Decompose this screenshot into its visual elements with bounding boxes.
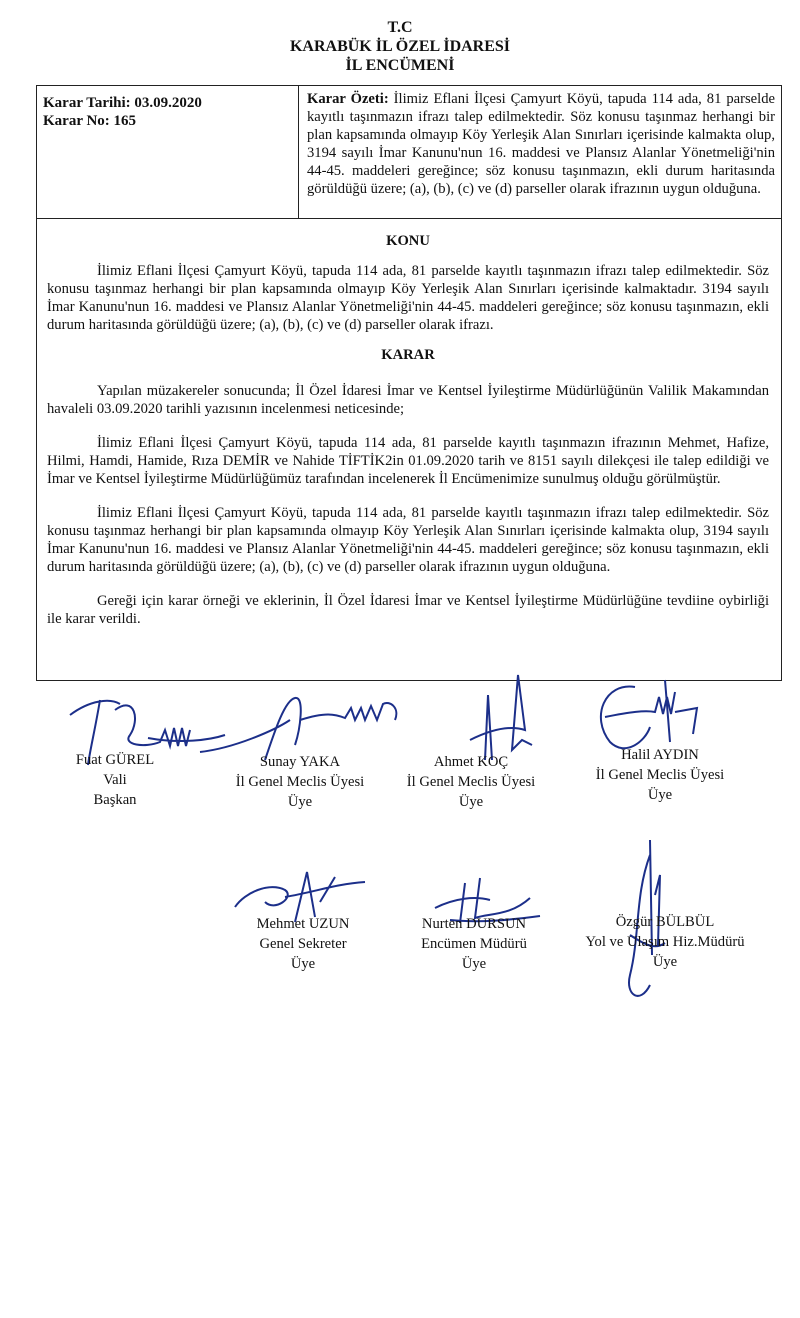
signatory-4 [570, 745, 750, 805]
header-council: İL ENCÜMENİ [345, 57, 455, 74]
document-header [0, 18, 800, 75]
konu-text: İlimiz Eflani İlçesi Çamyurt Köyü, tapuda 114 ada, 81 parselde kayıtlı taşınmazın ifrazı talep edilmektedir. Söz konusu taşınmaz herhangi bir plan kapsamında olmayıp Köy Yerleşik Alan Sınırları içerisinde kalmaktadır. 3194 sayılı İmar Kanunu'nun 16. maddesi ve Plansız Alanlar Yönetmeliği'nin 44-45. maddeleri gereğince; söz konusu taşınmazın, ekli durum haritasında görüldüğü üzere; (a), (b), (c) ve (d) parseller olarak ifrazı. [47, 263, 769, 333]
signatory-3 [381, 752, 561, 812]
signatory-title: İl Genel Meclis Üyesi [595, 767, 725, 783]
signatory-title: İl Genel Meclis Üyesi [235, 774, 365, 790]
signatory-7 [575, 912, 755, 972]
decision-date: Karar Tarihi: 03.09.2020 [43, 95, 202, 111]
karar-paragraph-3: İlimiz Eflani İlçesi Çamyurt Köyü, tapuda 114 ada, 81 parselde kayıtlı taşınmazın ifrazı talep edilmektedir. Söz konusu taşınmaz herhangi bir plan kapsamında olmayıp Köy Yerleşik Alan Sınırları içerisinde kalmakta olup, 3194 sayılı İmar Kanunu'nun 16. maddesi ve Plansız Alanlar Yönetmeliği'nin 44-45. maddeleri gereğince; söz konusu taşınmazın, ekli durum haritasında görüldüğü üzere; (a), (b), (c) ve (d) parseller olarak ifrazının uygun olduğuna. [47, 505, 769, 575]
karar-title: KARAR [381, 347, 435, 363]
konu-title: KONU [386, 233, 430, 249]
decision-frame [36, 85, 782, 681]
karar-paragraph-1: Yapılan müzakereler sonucunda; İl Özel İdaresi İmar ve Kentsel İyileştirme Müdürlüğünün Valilik Makamından havaleli 03.09.2020 tarihli yazısının incelenmesi neticesinde; [47, 383, 769, 417]
header-tc: T.C [387, 19, 413, 36]
signatory-role: Üye [647, 787, 673, 803]
karar-paragraph-4: Gereği için karar örneği ve eklerinin, İl Özel İdaresi İmar ve Kentsel İyileştirme Müdürlüğüne tevdiine oybirliği ile karar verildi. [47, 593, 769, 627]
signatory-role: Başkan [93, 792, 137, 808]
decision-body [47, 232, 769, 644]
meta-left-cell [37, 86, 299, 218]
summary-text: İlimiz Eflani İlçesi Çamyurt Köyü, tapuda 114 ada, 81 parselde kayıtlı taşınmazın ifrazı talep edilmektedir. Söz konusu taşınmaz herhangi bir plan kapsamında olmayıp Köy Yerleşik Alan Sınırları içerisinde kalmakta olup, 3194 sayılı İmar Kanunu'nun 16. maddesi ve Plansız Alanlar Yönetmeliği'nin 44-45. maddeleri gereğince; söz konusu taşınmazın, ekli durum haritasında görüldüğü üzere; (a), (b), (c) ve (d) parseller olarak ifrazının uygun olduğuna. [307, 91, 775, 197]
karar-paragraph-2: İlimiz Eflani İlçesi Çamyurt Köyü, tapuda 114 ada, 81 parselde kayıtlı taşınmazın ifrazının Mehmet, Hafize, Hilmi, Hamdi, Hamide, Rıza DEMİR ve Nahide TİFTİK2in 01.09.2020 tarih ve 8151 sayılı dilekçesi ile talep edildiği ve İmar ve Kentsel İyileştirme Müdürlüğümüz tarafından incelenerek İl Encümenimize sunulmuş olduğu görülmüştür. [47, 435, 769, 487]
signatory-6 [384, 914, 564, 974]
signatory-5 [213, 914, 393, 974]
signatory-role: Üye [458, 794, 484, 810]
signatory-name: Ahmet KOÇ [433, 754, 509, 770]
signatory-title: Vali [103, 772, 127, 788]
signatory-name: Mehmet UZUN [256, 916, 350, 932]
signatory-title: Yol ve Ulaşım Hiz.Müdürü [585, 934, 745, 950]
header-institution: KARABÜK İL ÖZEL İDARESİ [289, 38, 511, 55]
signatory-title: İl Genel Meclis Üyesi [406, 774, 536, 790]
signatory-role: Üye [461, 956, 487, 972]
signatory-name: Özgür BÜLBÜL [615, 914, 715, 930]
signatory-title: Encümen Müdürü [421, 936, 527, 952]
signatory-role: Üye [652, 954, 678, 970]
signatory-title: Genel Sekreter [259, 936, 347, 952]
signatory-role: Üye [290, 956, 316, 972]
signatory-name: Sunay YAKA [259, 754, 341, 770]
signatory-name: Halil AYDIN [621, 747, 699, 763]
meta-row [37, 86, 781, 219]
signatory-name: Nurten DURSUN [421, 916, 527, 932]
summary-label: Karar Özeti: [307, 91, 389, 107]
signatory-2 [210, 752, 390, 812]
decision-number: Karar No: 165 [43, 113, 137, 129]
signatory-1 [25, 750, 205, 810]
meta-summary-cell [299, 86, 783, 218]
signatory-name: Fuat GÜREL [75, 752, 155, 768]
signatory-role: Üye [287, 794, 313, 810]
